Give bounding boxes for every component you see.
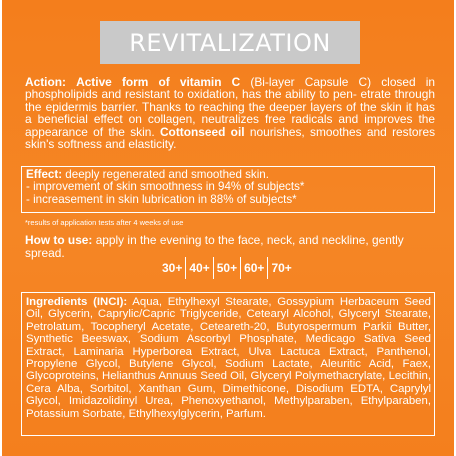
page-title: REVITALIZATION [129,28,331,57]
age-60: 60+ [240,257,267,279]
action-bold-phrase-2: Cottonseed oil [159,124,245,139]
ingredients-box [21,292,435,436]
how-to-use-text: apply in the evening to the face, neck, and neckline, gently spread. [25,233,404,260]
ingredients-label: Ingredients (INCI): [26,296,128,308]
age-50: 50+ [213,257,240,279]
results-footnote: *results of application tests after 4 weeks of use [25,218,184,227]
product-info-panel [2,0,454,456]
effect-label: Effect: [26,168,63,181]
title-banner [100,21,360,64]
how-to-use-label: How to use: [25,233,93,247]
action-bold-phrase: Active form of vitamin C [76,75,241,89]
age-70: 70+ [267,257,294,279]
action-label: Action: [25,75,66,89]
age-40: 40+ [185,257,212,279]
effect-box [21,166,435,213]
action-text-1: (Bi-layer Capsule C) closed in phospholipids and resistant to oxidation, has the ability to pen- etrate through the epidermis barrier. Thanks to reaching the deeper layers of the skin it has a beneficial effect on collagen, neutralizes free radicals and improves the appearance of the skin. [25,75,436,139]
effect-line-2: - increasement in skin lubrication in 88% of subjects* [26,192,297,206]
ingredients-text: Aqua, Ethylhexyl Stearate, Gossypium Herbaceum Seed Oil, Glycerin, Caprylic/Capric Triglyceride, Cetearyl Alcohol, Glyceryl Stearate, Petrolatum, Tocopheryl Acetate, Ceteareth-20, Butyrospermum Parkii Butter, Synthetic Beeswax, Sodium Ascorbyl Phosphate, Medicago Sativa Seed Extract, Laminaria Hyperborea Extract, Ulva Lactuca Extract, Panthenol, Propylene Glycol, Butylene Glycol, Sodium Lactate, Aleuritic Acid, Faex, Glycoproteins, Helianthus Annuus Seed Oil, Glyceryl Polymethacrylate, Lecithin, Cera Alba, Sorbitol, Xanthan Gum, Dimethicone, Disodium EDTA, Caprylyl Glycol, Imidazolidinyl Urea, Phenoxyethanol, Methylparaben, Ethylparaben, Potassium Sorbate, Ethylhexylglycerin, Parfum. [26,296,432,420]
age-range-row [159,256,295,280]
action-text-2: nourishes, smoothes and restores skin's softness and elasticity. [25,124,436,152]
age-30: 30+ [162,261,183,275]
action-paragraph [25,76,435,150]
effect-line-0: deeply regenerated and smoothed skin. [62,168,269,181]
effect-line-1: - improvement of skin smoothness in 94% of subjects* [26,180,305,194]
